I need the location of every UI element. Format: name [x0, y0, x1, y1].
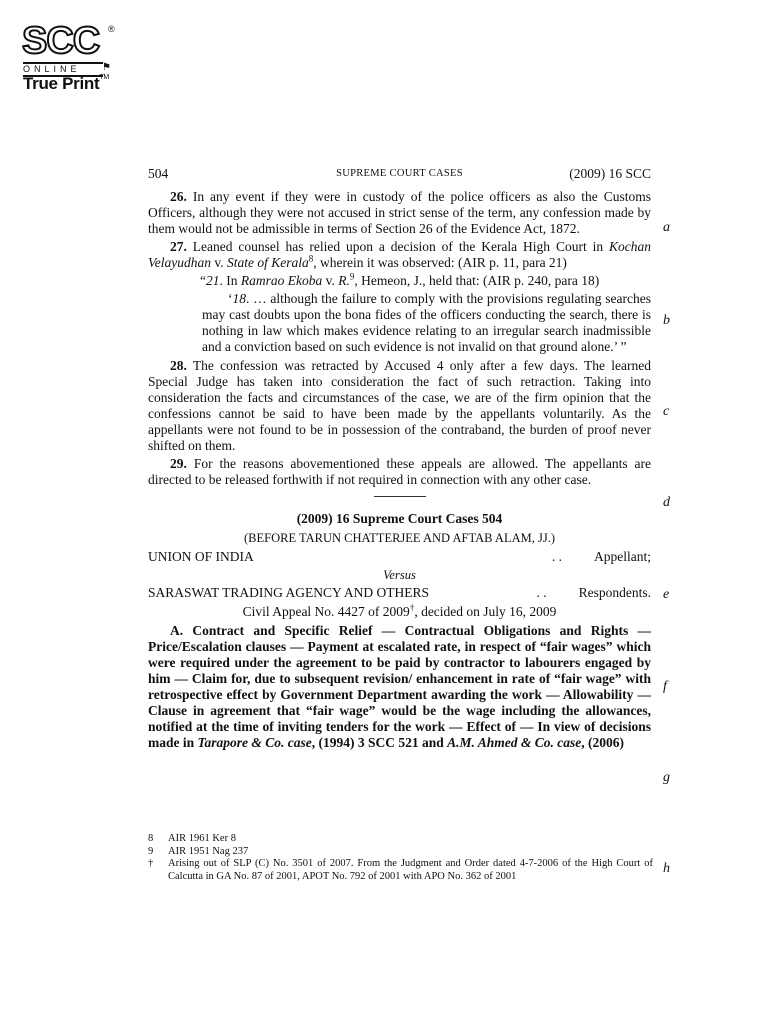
footnotes: [148, 833, 653, 883]
appellant-role: Appellant;: [594, 549, 651, 564]
margin-letter-d: d: [663, 495, 670, 510]
quotation-21: “21. In Ramrao Ekoba v. R.$^9$, Hemeon, J., held that: (AIR p. 240, para 18): [200, 271, 600, 288]
margin-letter-b: b: [663, 313, 670, 328]
paragraph-28: 28. The confession was retracted by Accused 4 only after a few days. The learned Special Judge has taken into consideration the fact of such retraction. Taking into consideration the facts and circumstances of the case, we are of the firm opinion that the confessions cannot be said to have been made by the appellants voluntarily. As the appellants were not found to be in possession of the contraband, the burden of proof never shifted on them.: [148, 358, 651, 453]
footnote-8: 8 AIR 1961 Ker 8: [148, 833, 236, 844]
paragraph-27: 27. Leaned counsel has relied upon a decision of the Kerala High Court in Kochan Velayudhan v. State of Kerala$^8$, wherein it was observed: (AIR p. 11, para 21): [148, 239, 651, 270]
quotation-18: ‘18. … although the failure to comply with the provisions regulating searches may cast doubts upon the bona fides of the officers conducting the search, there is nothing in law which makes evidence relating to an irregular search inadmissible and a conviction based on such evidence is not invalid on that ground alone.’ ”: [202, 291, 651, 354]
scc-online-logo: [22, 22, 122, 92]
running-title: SUPREME COURT CASES: [336, 168, 463, 179]
respondent-dots: . .: [536, 585, 547, 600]
appellant-name: UNION OF INDIA: [148, 549, 254, 564]
registered-mark: ®: [108, 24, 115, 34]
paragraph-29: 29. For the reasons abovementioned these appeals are allowed. The appellants are directed to be released forthwith if not required in connection with any other case.: [148, 456, 651, 487]
footnote-dagger: † Arising out of SLP (C) No. 3501 of 2007. From the Judgment and Order dated 4-7-2006 of the High Court of Calcutta in GA No. 87 of 2001, APOT No. 792 of 2001 with APO No. 362 of 2001: [148, 858, 653, 882]
margin-letter-g: g: [663, 770, 670, 785]
footnote-9: 9 AIR 1951 Nag 237: [148, 845, 249, 857]
respondent-role: Respondents.: [578, 585, 651, 600]
versus: Versus: [383, 568, 416, 582]
paragraph-26: 26. In any event if they were in custody of the police officers as also the Customs Officers, although they were not accused in strict sense of the term, any confession made by them would not be admissible in terms of Section 26 of the Evidence Act, 1872.: [148, 189, 651, 236]
flag-icon: ⚑: [102, 62, 111, 73]
logo-online-text: ONLINE: [23, 62, 103, 77]
margin-letter-e: e: [663, 587, 670, 602]
appeal-number: Civil Appeal No. 4427 of 2009†, decided on July 16, 2009: [242, 602, 557, 619]
respondent-name: SARASWAT TRADING AGENCY AND OTHERS: [148, 585, 430, 600]
appellant-line: [148, 549, 651, 565]
trademark-mark: TM: [99, 74, 109, 81]
page-number: 504: [148, 166, 169, 181]
case-citation: (2009) 16 Supreme Court Cases 504: [296, 511, 503, 526]
appellant-dots: . .: [551, 549, 562, 564]
logo-scc-text: SCC: [22, 20, 100, 62]
headnote-a: A. Contract and Specific Relief — Contractual Obligations and Rights — Price/Escalation clauses — Payment at escalated rate, in respect of “fair wages” which were required under the agreement to be paid by contractor to labourers engaged by him — Claim for, due to subsequent revision/ enhancement in rate of “fair wage” with retrospective effect by Government Department awarding the work — Allowability — Clause in agreement that “fair wage” would be the wage including the allowances, notified at the time of inviting tenders for the work — Effect of — In view of decisions made in Tarapore & Co. case, (1994) 3 SCC 521 and A.M. Ahmed & Co. case, (2006): [148, 623, 651, 750]
respondent-line: [148, 585, 651, 601]
bench: (BEFORE TARUN CHATTERJEE AND AFTAB ALAM, JJ.): [244, 531, 555, 545]
margin-letter-f: f: [663, 679, 667, 694]
section-divider: [374, 496, 426, 497]
page-body: [148, 189, 651, 751]
header-citation: (2009) 16 SCC: [569, 166, 651, 181]
margin-letter-c: c: [663, 404, 670, 419]
margin-letter-a: a: [663, 220, 670, 235]
logo-true-print: True Print™: [23, 74, 109, 93]
margin-letter-h: h: [663, 861, 670, 876]
